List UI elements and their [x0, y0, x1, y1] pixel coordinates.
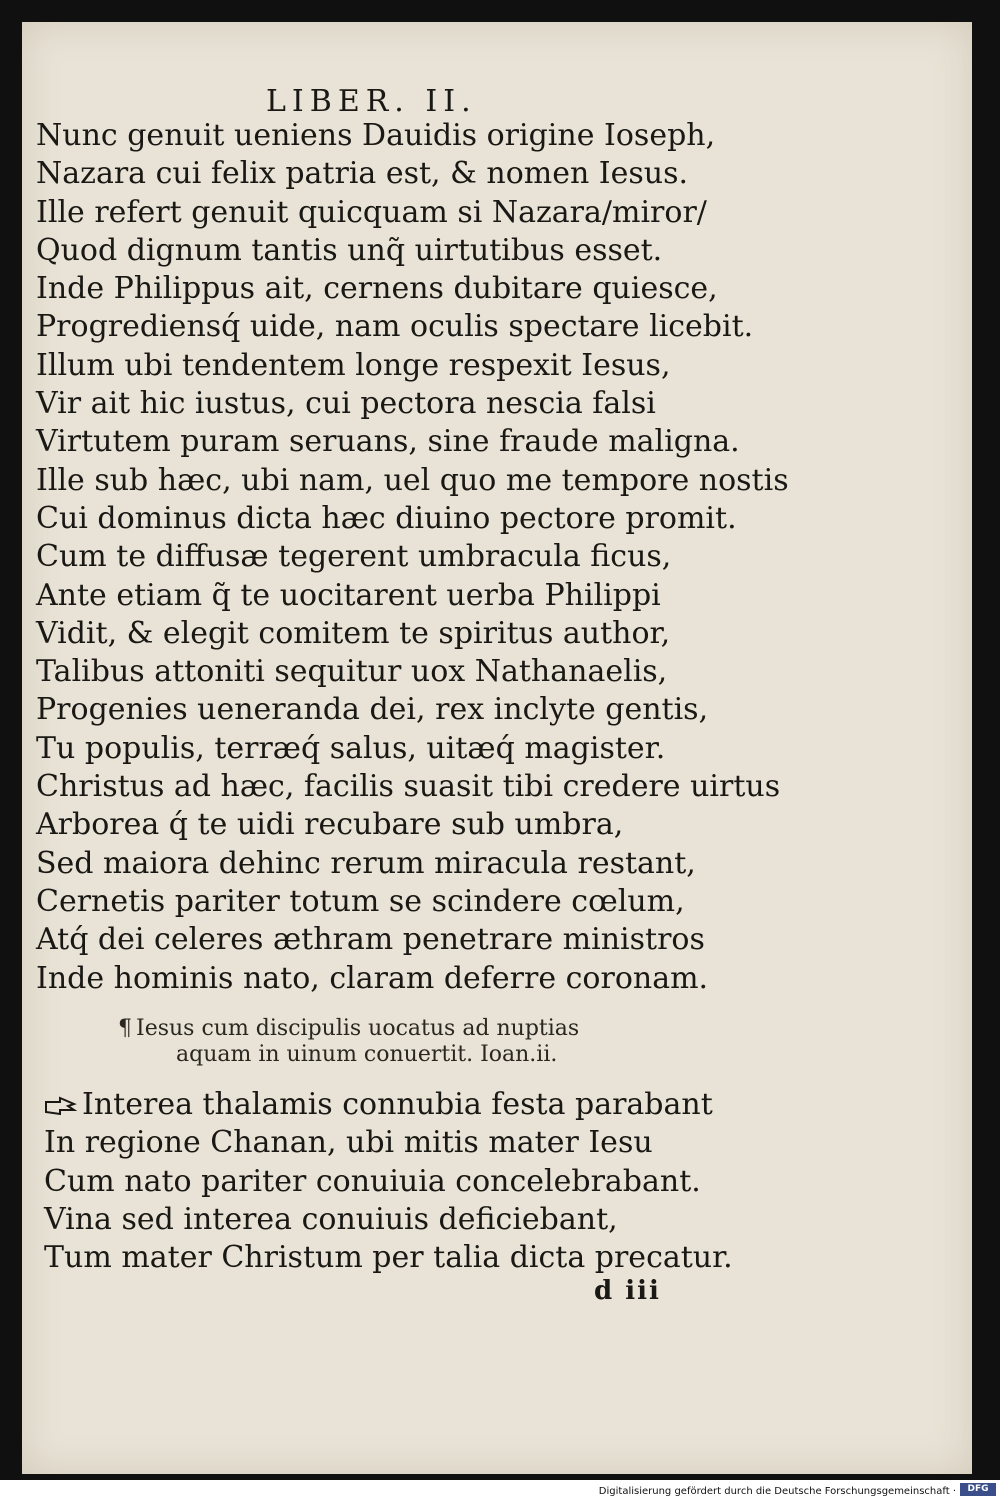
- verse-line: [44, 1086, 733, 1124]
- verse-line: Cui dominus dicta hæc diuino pectore promit.: [36, 500, 737, 536]
- verse-line: Quod dignum tantis unq̃ uirtutibus esset.: [36, 232, 663, 268]
- verse-line: Ante etiam q̃ te uocitarent uerba Philippi: [36, 577, 661, 613]
- verse-line: Talibus attoniti sequitur uox Nathanaelis,: [36, 654, 668, 690]
- footer-bar: [0, 1480, 1000, 1499]
- verse-line: Tum mater Christum per talia dicta precatur.: [44, 1240, 733, 1276]
- poem-block-2: [44, 1086, 733, 1277]
- verse-line: Nunc genuit ueniens Dauidis origine Ioseph,: [36, 118, 716, 153]
- verse-line: Vidit, & elegit comitem te spiritus author,: [36, 615, 671, 651]
- verse-line: Progenies ueneranda dei, rex inclyte gentis,: [36, 692, 709, 728]
- running-header: LIBER. II.: [266, 84, 477, 119]
- verse-line: Cum nato pariter conuiuia concelebrabant.: [44, 1163, 701, 1199]
- verse-line: Illum ubi tendentem longe respexit Iesus,: [36, 347, 671, 383]
- pilcrow-icon: ¶: [118, 1016, 132, 1041]
- section-caption: [118, 1016, 638, 1068]
- poem-block: [36, 117, 789, 998]
- verse-line: Atq́ dei celeres æthram penetrare ministros: [36, 922, 705, 958]
- verse-line: Inde hominis nato, claram deferre coronam.: [36, 960, 709, 996]
- verse-line: Virtutem puram seruans, sine fraude maligna.: [36, 424, 740, 460]
- verse-text: Interea thalamis connubia festa parabant: [82, 1087, 713, 1122]
- verse-line: Ille sub hæc, ubi nam, uel quo me tempore nostis: [36, 462, 789, 498]
- verse-line: Cum te diffusæ tegerent umbracula ficus,: [36, 539, 672, 575]
- verse-line: In regione Chanan, ubi mitis mater Iesu: [44, 1125, 653, 1161]
- verse-line: Christus ad hæc, facilis suasit tibi credere uirtus: [36, 769, 781, 805]
- verse-line: Cernetis pariter totum se scindere cœlum,: [36, 883, 685, 919]
- caption-line-1: [118, 1016, 638, 1042]
- verse-line: Arborea q́ te uidi recubare sub umbra,: [36, 807, 624, 843]
- caption-text-1: Iesus cum discipulis uocatus ad nuptias: [136, 1016, 580, 1041]
- dfg-logo: DFG: [960, 1483, 996, 1496]
- verse-line: Ille refert genuit quicquam si Nazara/miror/: [36, 194, 707, 230]
- verse-line: Tu populis, terræq́ salus, uitæq́ magister.: [36, 730, 666, 766]
- caption-line-2: aquam in uinum conuertit. Ioan.ii.: [176, 1042, 558, 1067]
- pointing-hand-icon: [44, 1094, 78, 1118]
- funding-credit: Digitalisierung gefördert durch die Deutsche Forschungsgemeinschaft ·: [598, 1486, 956, 1497]
- signature-mark: d iii: [594, 1276, 661, 1306]
- verse-line: Sed maiora dehinc rerum miracula restant,: [36, 845, 696, 881]
- verse-line: Vir ait hic iustus, cui pectora nescia falsi: [36, 386, 656, 422]
- verse-line: Progrediensq́ uide, nam oculis spectare licebit.: [36, 309, 754, 345]
- verse-line: Vina sed interea conuiuis deficiebant,: [44, 1201, 618, 1237]
- verse-line: Nazara cui felix patria est, & nomen Iesus.: [36, 156, 689, 192]
- verse-line: Inde Philippus ait, cernens dubitare quiesce,: [36, 271, 718, 307]
